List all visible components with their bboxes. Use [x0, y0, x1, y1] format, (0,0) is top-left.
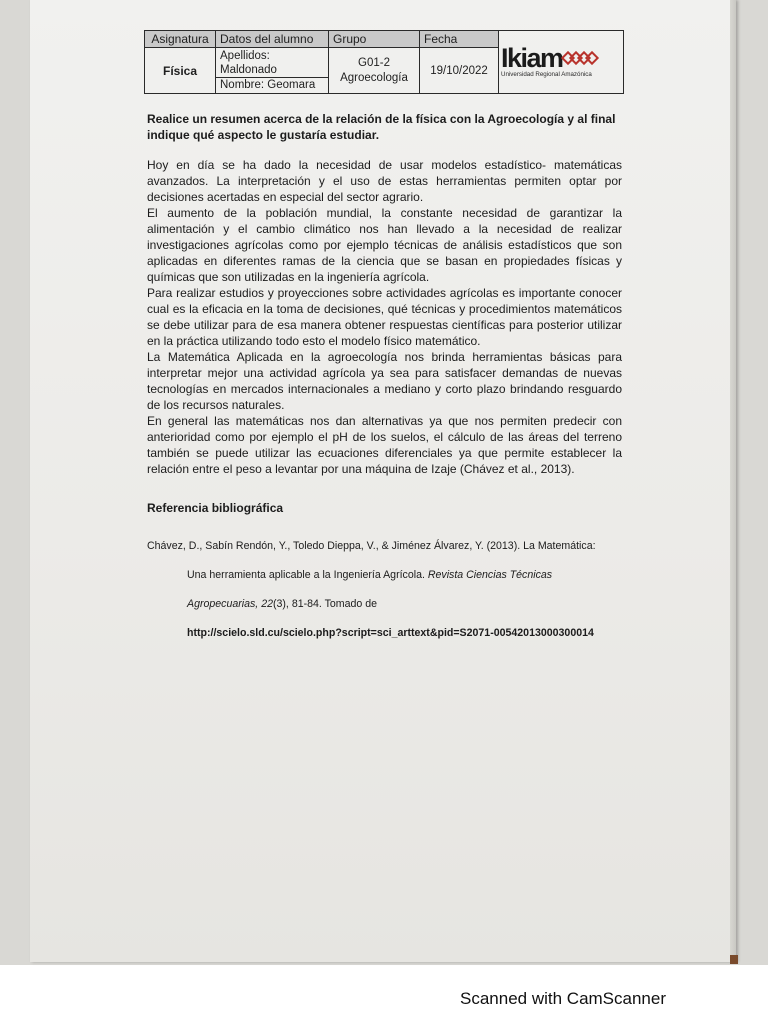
student-data-cell	[216, 48, 329, 94]
paragraph: La Matemática Aplicada en la agroecología nos brinda herramientas básicas para interpretar mejor una actividad agrícola ya sea para satisfacer demandas de nuevas tecnologías en mercados internacionales a mediano y corto plazo brindando resguardo de los recursos naturales.	[147, 350, 622, 412]
surnames-value: Maldonado	[220, 64, 277, 76]
reference-journal-volume: Agropecuarias, 22	[187, 598, 273, 610]
reference-entry	[147, 532, 627, 648]
reference-journal: Revista Ciencias Técnicas	[427, 569, 553, 581]
subject-value: Física	[145, 48, 216, 94]
logo-subtitle: Universidad Regional Amazónica	[501, 71, 592, 78]
date-value: 19/10/2022	[420, 48, 499, 94]
paragraph: El aumento de la población mundial, la constante necesidad de garantizar la alimentación y el cambio climático nos han llevado a la necesidad de realizar investigaciones agrícolas como por ejemplo técnicas de análisis estadísticos que son aplicadas en diferentes ramas de la ciencia que se basan en propiedades físicas y químicas que son utilizadas en la ingeniería agrícola.	[147, 206, 622, 284]
assignment-prompt: Realice un resumen acerca de la relación de la física con la Agroecología y al final indique qué aspecto le gustaría estudiar.	[147, 112, 616, 142]
reference-line-3	[147, 590, 627, 619]
camscanner-watermark: Scanned with CamScanner	[460, 989, 667, 1008]
reference-pages: (3), 81-84. Tomado de	[272, 598, 378, 610]
reference-line-1: Chávez, D., Sabín Rendón, Y., Toledo Dieppa, V., & Jiménez Álvarez, Y. (2013). La Matemática:	[147, 540, 596, 552]
col-group-header: Grupo	[329, 31, 420, 48]
group-name: Agroecología	[340, 71, 408, 84]
group-cell	[329, 48, 420, 94]
references-heading: Referencia bibliográfica	[147, 501, 284, 515]
col-subject-header: Asignatura	[145, 31, 216, 48]
group-code: G01-2	[358, 56, 390, 69]
reference-url[interactable]: http://scielo.sld.cu/scielo.php?script=sci_arttext&pid=S2071-00542013000300014	[187, 627, 594, 639]
surnames-block	[216, 48, 328, 78]
logo-cell	[499, 31, 624, 94]
document-page	[30, 0, 736, 962]
col-student-header: Datos del alumno	[216, 31, 329, 48]
paragraph: En general las matemáticas nos dan alternativas ya que nos permiten predecir con anterioridad como por ejemplo el pH de los suelos, el cálculo de las áreas del terreno también se puede utilizar las ecuaciones diferenciales ya que permite establecer la relación entre el peso a levantar por una máquina de Izaje (Chávez et al., 2013).	[147, 414, 622, 476]
col-date-header: Fecha	[420, 31, 499, 48]
student-info-table	[144, 30, 624, 94]
reference-title: Una herramienta aplicable a la Ingeniería Agrícola.	[187, 569, 428, 581]
ikiam-logo	[501, 43, 621, 78]
page-edge	[730, 0, 736, 962]
reference-line-2	[147, 561, 627, 590]
logo-diamond-icon	[564, 53, 596, 63]
scan-corner-mark	[730, 955, 738, 964]
header-row	[145, 31, 624, 48]
paragraph: Hoy en día se ha dado la necesidad de usar modelos estadístico- matemáticas avanzados. La interpretación y el uso de estas herramientas permiten optar por decisiones acertadas en especial del sector agrario.	[147, 158, 622, 204]
essay-body	[147, 157, 622, 477]
surnames-label: Apellidos:	[220, 50, 270, 62]
paragraph: Para realizar estudios y proyecciones sobre actividades agrícolas es importante conocer cual es la eficacia en la toma de decisiones, qué técnicas y procedimientos matemáticos se debe utilizar para de esa manera obtener respuestas científicas para posterior utilizar en la práctica utilizando todo esto el modelo físico matemático.	[147, 286, 622, 348]
logo-wordmark: Ikiam	[501, 43, 563, 73]
name-line: Nombre: Geomara	[220, 79, 316, 91]
